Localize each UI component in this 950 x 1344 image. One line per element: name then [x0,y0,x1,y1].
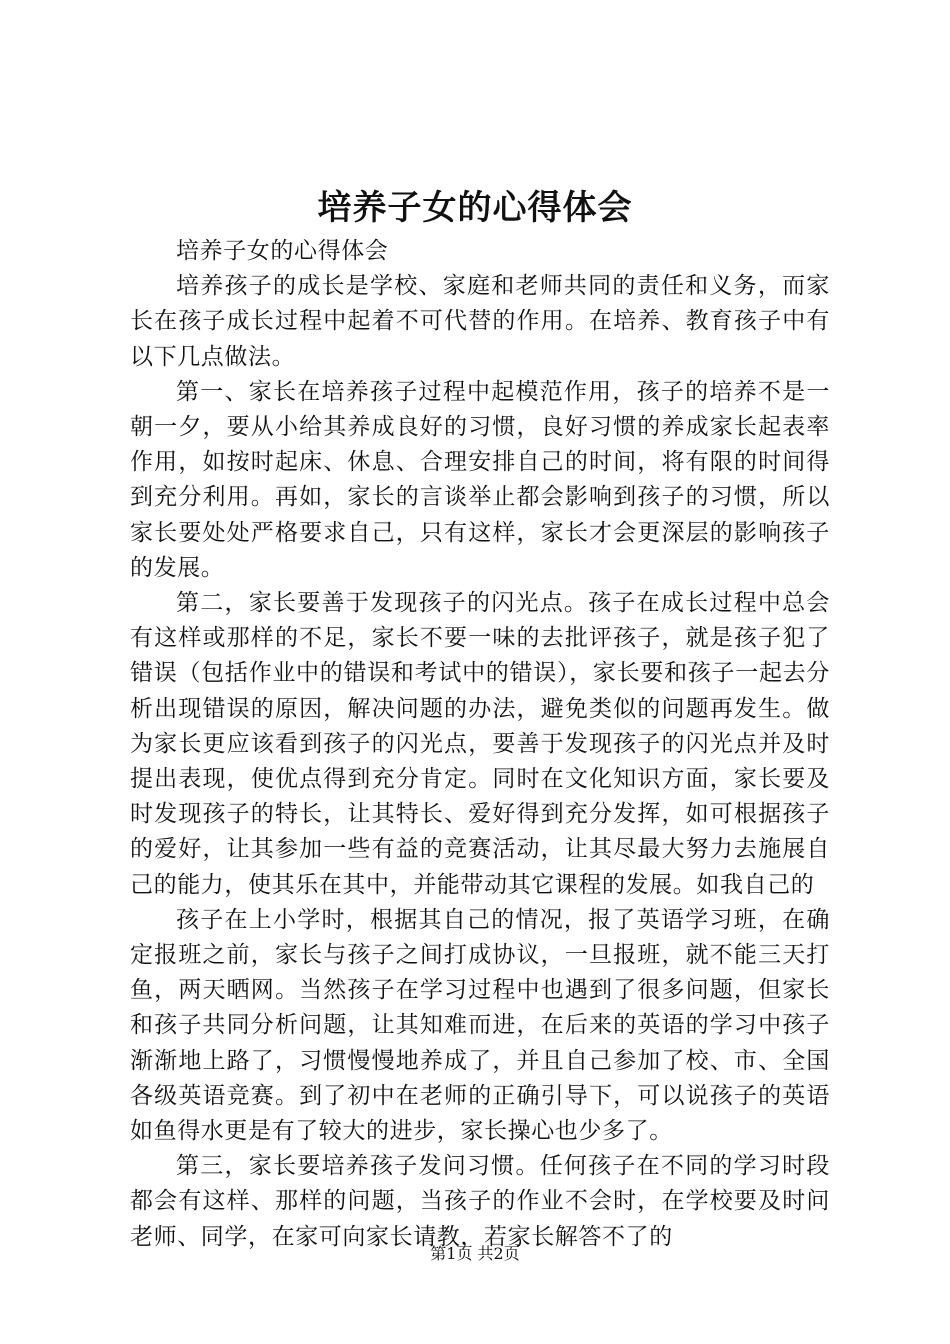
paragraph-subtitle: 培养子女的心得体会 [176,238,389,264]
document-body [130,234,830,1255]
paragraph-second-point: 第二，家长要善于发现孩子的闪光点。孩子在成长过程中总会有这样或那样的不足，家长不要一味的去批评孩子，就是孩子犯了错误（包括作业中的错误和考试中的错误），家长要和孩子一起去分析出现错误的原因，解决问题的办法，避免类似的问题再发生。做为家长更应该看到孩子的闪光点，要善于发现孩子的闪光点并及时提出表现，使优点得到充分肯定。同时在文化知识方面，家长要及时发现孩子的特长，让其特长、爱好得到充分发挥，如可根据孩子的爱好，让其参加一些有益的竞赛活动，让其尽最大努力去施展自己的能力，使其乐在其中，并能带动其它课程的发展。如我自己的 [130,590,830,898]
page-number-footer: 第1页 共2页 [430,1244,520,1263]
paragraph-example: 孩子在上小学时，根据其自己的情况，报了英语学习班，在确定报班之前，家长与孩子之间打成协议，一旦报班，就不能三天打鱼，两天晒网。当然孩子在学习过程中也遇到了很多问题，但家长和孩子共同分析问题，让其知难而进，在后来的英语的学习中孩子渐渐地上路了，习惯慢慢地养成了，并且自己参加了校、市、全国各级英语竞赛。到了初中在老师的正确引导下，可以说孩子的英语如鱼得水更是有了较大的进步，家长操心也少多了。 [130,906,830,1145]
paragraph-third-point: 第三，家长要培养孩子发问习惯。任何孩子在不同的学习时段都会有这样、那样的问题，当孩子的作业不会时，在学校要及时问老师、同学，在家可向家长请教，若家长解答不了的 [130,1153,830,1250]
document-title: 培养子女的心得体会 [317,188,633,228]
paragraph-first-point: 第一、家长在培养孩子过程中起模范作用，孩子的培养不是一朝一夕，要从小给其养成良好的习惯，良好习惯的养成家长起表率作用，如按时起床、休息、合理安排自己的时间，将有限的时间得到充分利用。再如，家长的言谈举止都会影响到孩子的习惯，所以家长要处处严格要求自己，只有这样，家长才会更深层的影响孩子的发展。 [130,378,830,581]
paragraph-intro: 培养孩子的成长是学校、家庭和老师共同的责任和义务，而家长在孩子成长过程中起着不可代替的作用。在培养、教育孩子中有以下几点做法。 [130,273,830,370]
